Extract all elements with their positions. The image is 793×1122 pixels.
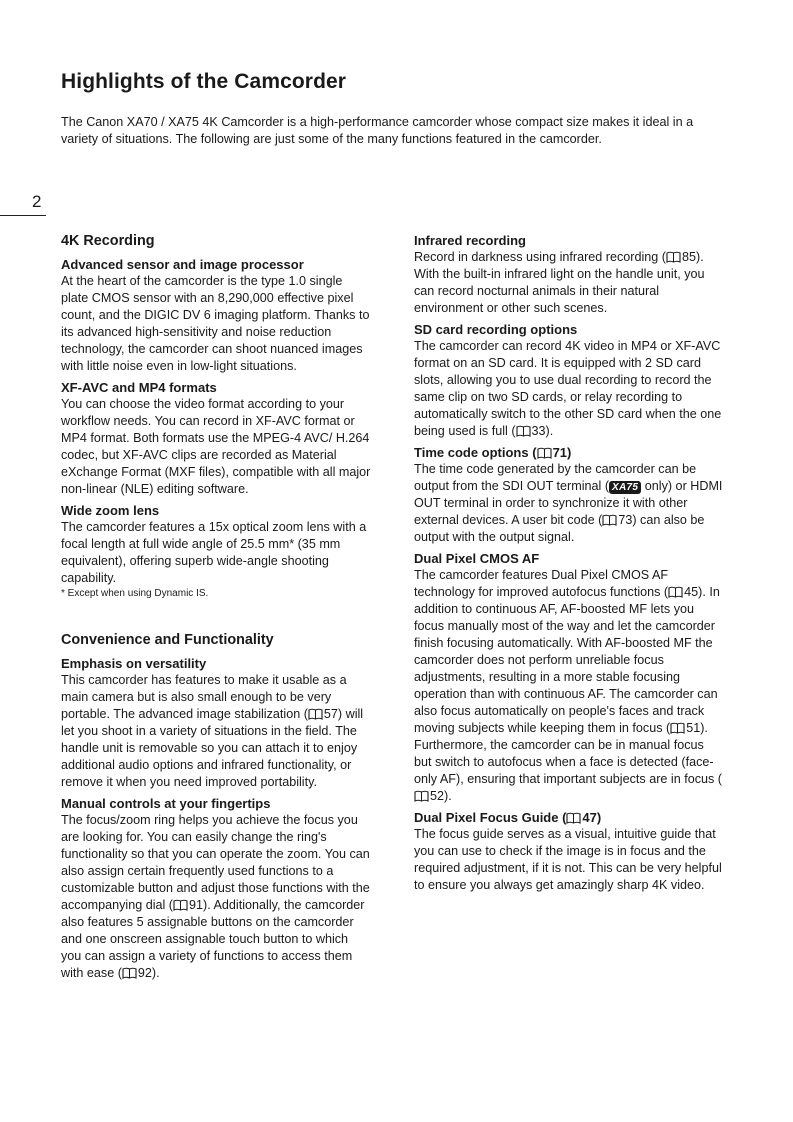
paragraph-formats: You can choose the video format according to your workflow needs. You can record in XF-AVC format or MP4 format. Both formats use the MPEG-4 AVC/ H.264 codec, but XF-AVC clips are recorded as Material eXchange Format (MXF files), compatible with all major non-linear (NLE) editing software.	[61, 397, 371, 496]
left-column	[61, 232, 371, 986]
paragraph-focus-guide: The focus guide serves as a visual, intuitive guide that you can use to check if the image is in focus and the required adjustment, if it is not. This can be very helpful to ensure you always get amazingly sharp 4K video.	[414, 827, 722, 892]
section-heading-convenience: Convenience and Functionality	[61, 632, 274, 648]
subheading-advanced-sensor: Advanced sensor and image processor	[61, 257, 304, 272]
page-ref: 71	[552, 445, 568, 460]
page-ref: 57	[323, 707, 338, 721]
right-column	[414, 232, 724, 898]
page-ref: 85	[682, 250, 697, 264]
book-reference-icon	[516, 425, 531, 437]
paragraph-wide-zoom: The camcorder features a 15x optical zoom lens with a focal length at full wide angle of 25.5 mm* (35 mm equivalent), offering superb wide-angle shooting capability.	[61, 520, 367, 585]
book-reference-icon	[537, 447, 552, 459]
subheading-manual-controls: Manual controls at your fingertips	[61, 796, 271, 811]
subheading-versatility: Emphasis on versatility	[61, 656, 207, 671]
footnote-dynamic-is: * Except when using Dynamic IS.	[61, 588, 209, 599]
paragraph-dual-pixel-af: The camcorder features Dual Pixel CMOS AF technology for improved autofocus functions ( 45). In addition to continuous AF, AF-boosted MF lets you focus manually most of the way and let the camcorder finish focusing automatically. With AF-boosted MF the camcorder does not perform unreliable focus adjustments, resulting in a more stable focusing operation than with continuous AF. The camcorder can also focus automatically on people's faces and track moving subjects while keeping them in focus ( 51). Furthermore, the camcorder can be in manual focus but switch to autofocus when a face is detected (face-only AF), ensuring that important subjects are in focus ( 52).	[414, 568, 722, 803]
subheading-wide-zoom: Wide zoom lens	[61, 503, 160, 518]
book-reference-icon	[668, 586, 683, 598]
page-ref: 52	[430, 789, 445, 803]
model-badge-xa75: XA75	[609, 481, 641, 494]
subheading-formats: XF-AVC and MP4 formats	[61, 380, 217, 395]
page-number-rule	[0, 215, 46, 216]
book-reference-icon	[122, 967, 137, 979]
paragraph-infrared: Record in darkness using infrared recording ( 85). With the built-in infrared light on the handle unit, you can record nocturnal animals in their natural environment or other such scenes.	[414, 250, 705, 315]
page-ref: 47	[582, 810, 597, 825]
subheading-time-code: Time code options ( 71)	[414, 445, 572, 460]
book-reference-icon	[414, 790, 429, 802]
book-reference-icon	[670, 722, 685, 734]
subheading-focus-guide: Dual Pixel Focus Guide ( 47)	[414, 810, 602, 825]
book-reference-icon	[666, 251, 681, 263]
page-ref: 73	[618, 513, 633, 527]
paragraph-advanced-sensor: At the heart of the camcorder is the type 1.0 single plate CMOS sensor with an 8,290,000 effective pixel count, and the DIGIC DV 6 imaging platform. Thanks to its advanced high-sensitivity and noise reduction technology, the camcorder can shoot nuanced images with little noise even in low-light situations.	[61, 274, 370, 373]
paragraph-sd-card: The camcorder can record 4K video in MP4 or XF-AVC format on an SD card. It is equipped with 2 SD card slots, allowing you to use dual recording to record the same clip on two SD cards, or relay recording to automatically switch to the other SD card when the one being used is full ( 33).	[414, 339, 722, 438]
paragraph-versatility: This camcorder has features to make it usable as a main camera but is also small enough to be very portable. The advanced image stabilization ( 57) will let you shoot in a variety of situations in the field. The handle unit is removable so you can attach it to enjoy additional audio options and infrared functionality, or remove it when you need improved portability.	[61, 673, 364, 789]
book-reference-icon	[173, 899, 188, 911]
page-ref: 91	[189, 898, 204, 912]
book-reference-icon	[566, 812, 581, 824]
paragraph-time-code: The time code generated by the camcorder can be output from the SDI OUT terminal ( XA75 only) or HDMI OUT terminal in order to synchronize it with other external devices. A user bit code ( 73) can also be output with the output signal.	[414, 462, 723, 544]
page-ref: 92	[137, 966, 152, 980]
page-ref: 51	[686, 721, 701, 735]
page-ref: 33	[531, 424, 546, 438]
subheading-infrared: Infrared recording	[414, 233, 526, 248]
page-title: Highlights of the Camcorder	[61, 70, 347, 93]
book-reference-icon	[602, 514, 617, 526]
subheading-sd-card: SD card recording options	[414, 322, 578, 337]
paragraph-manual-controls: The focus/zoom ring helps you achieve the focus you are looking for. You can easily change the ring's functionality so that you can operate the zoom. You can also assign certain frequently used functions to a customizable button and adjust those functions with the accompanying dial ( 91). Additionally, the camcorder also features 5 assignable buttons on the camcorder and one onscreen assignable touch button to which you can assign a variety of functions to access them with ease ( 92).	[61, 813, 370, 980]
page-ref: 45	[684, 585, 699, 599]
subheading-dual-pixel-af: Dual Pixel CMOS AF	[414, 551, 540, 566]
book-reference-icon	[308, 708, 323, 720]
section-heading-4k-recording: 4K Recording	[61, 233, 155, 249]
page-number: 2	[32, 192, 42, 211]
intro-paragraph: The Canon XA70 / XA75 4K Camcorder is a high-performance camcorder whose compact size makes it ideal in a variety of situations. The following are just some of the many functions featured in the camcorder.	[61, 115, 694, 146]
